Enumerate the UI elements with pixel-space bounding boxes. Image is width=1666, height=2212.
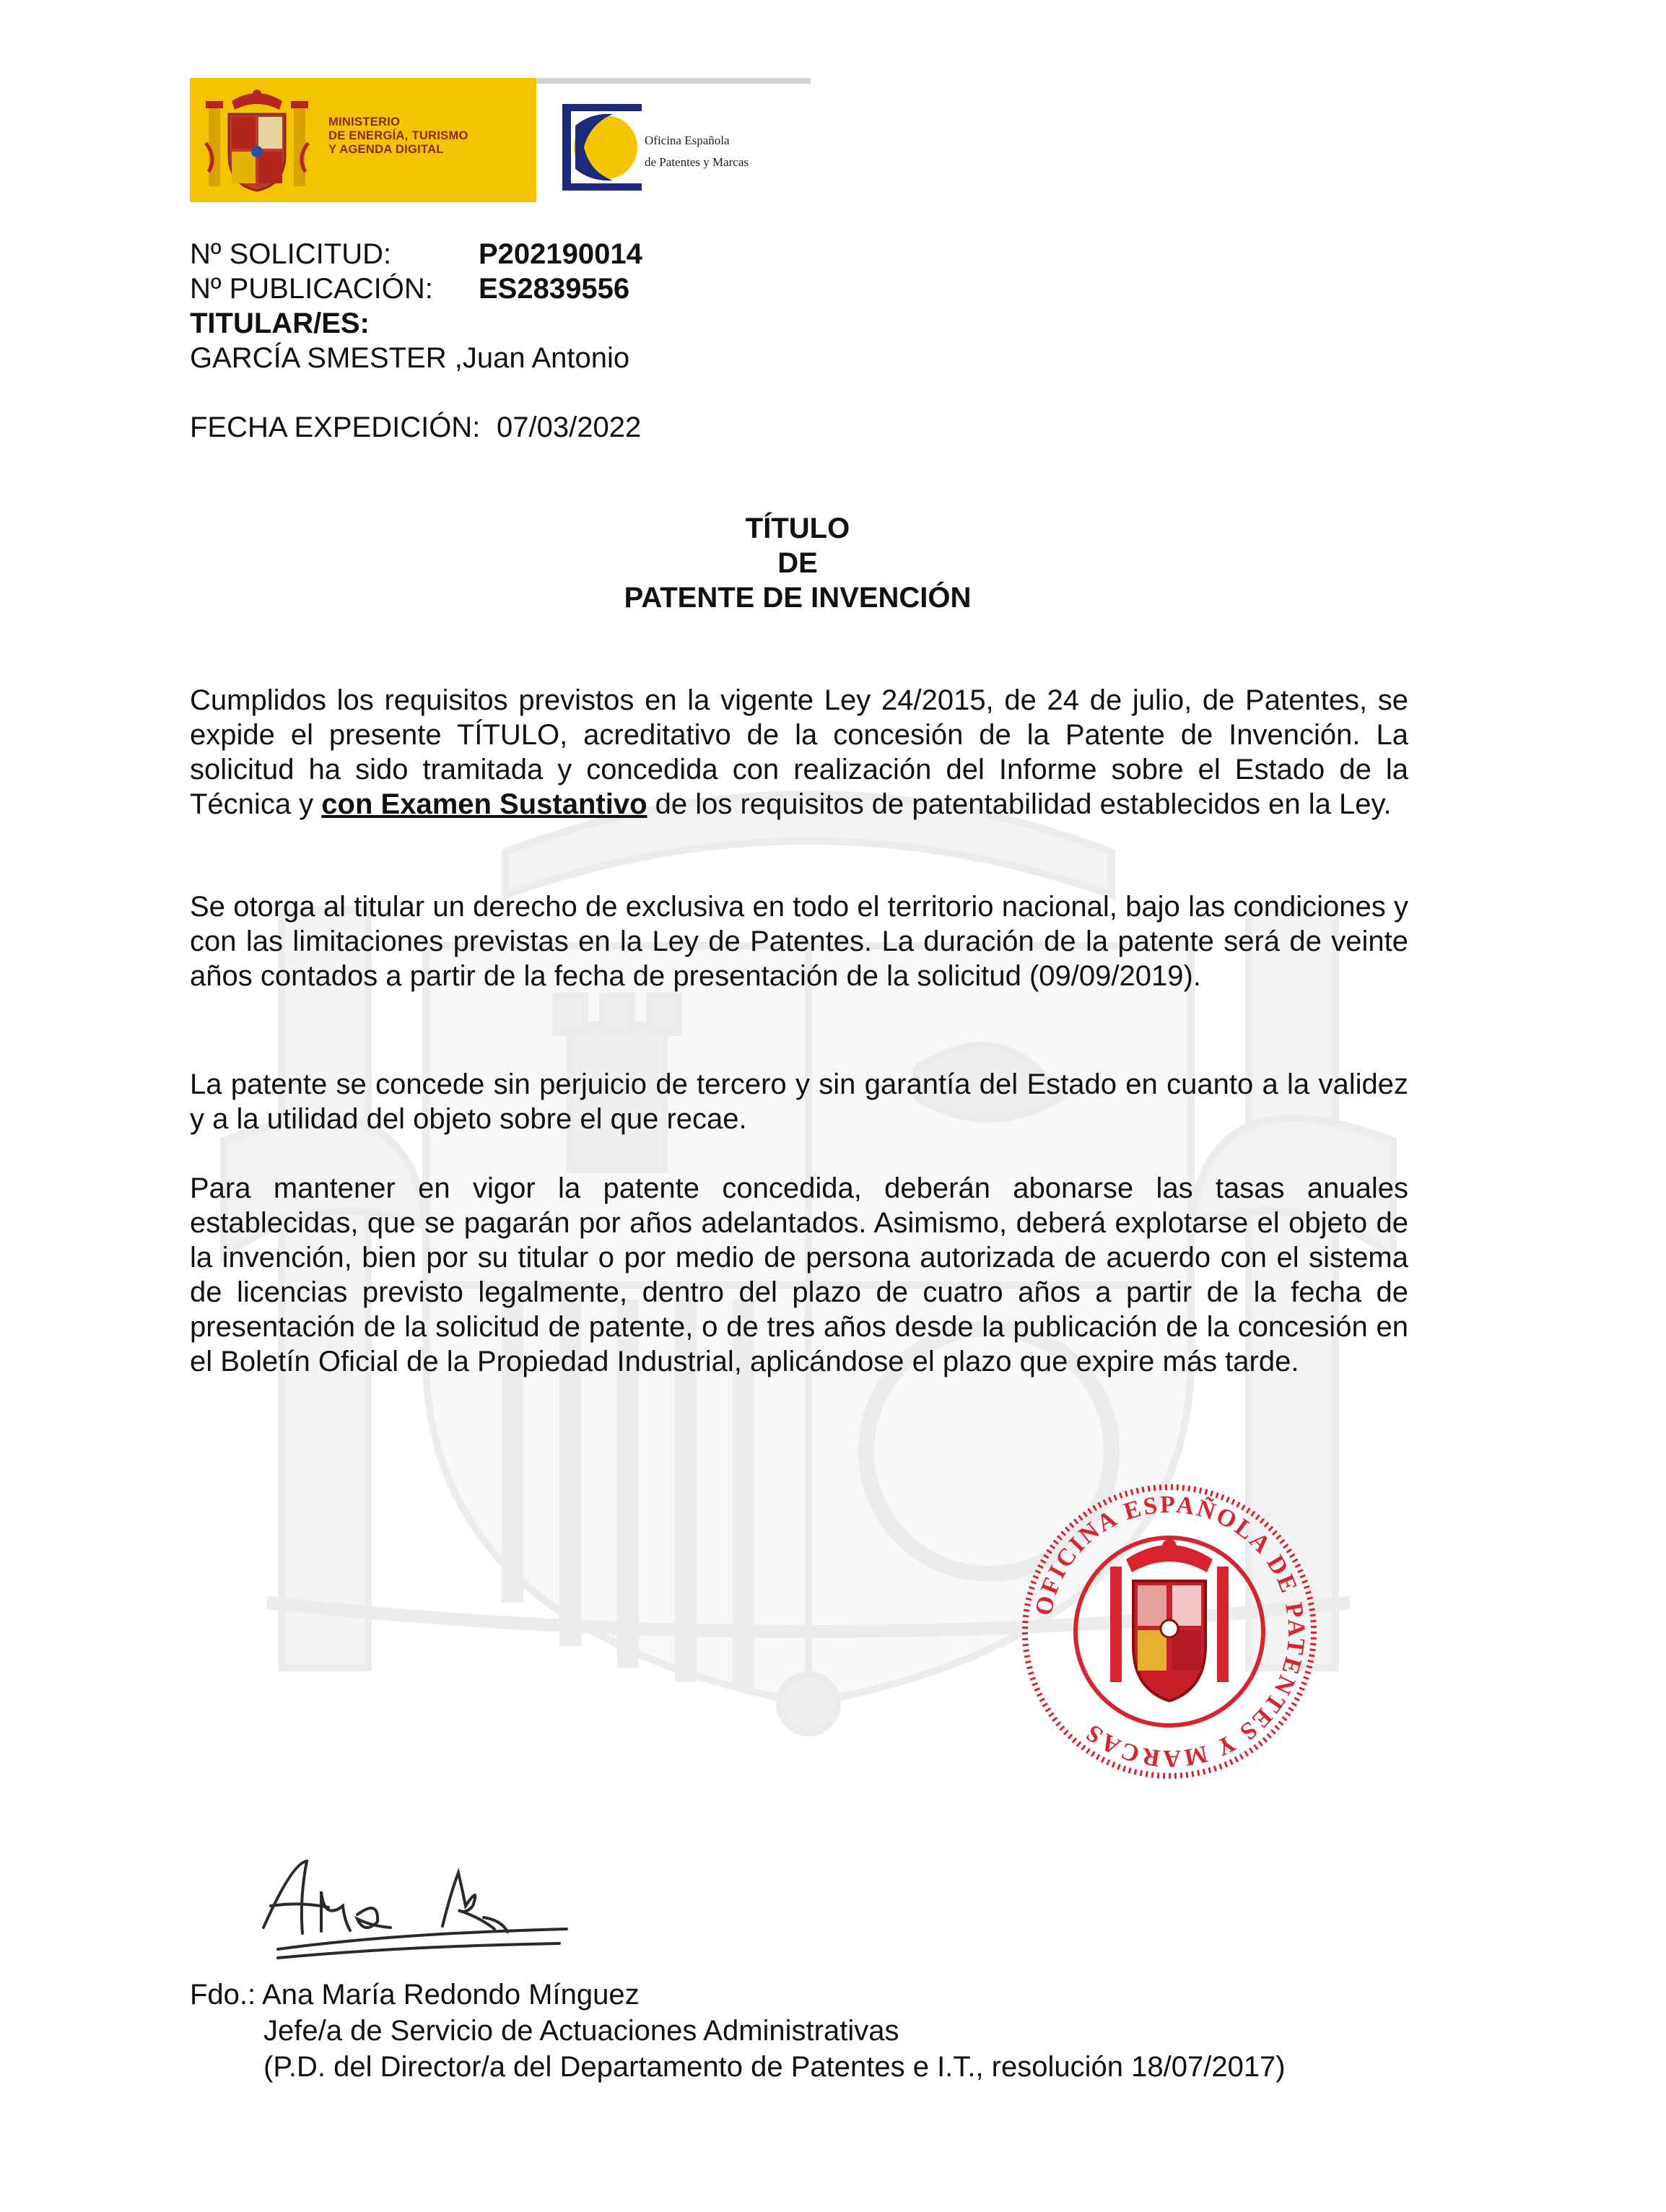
title-line-2: DE bbox=[777, 547, 818, 579]
coat-of-arms-icon bbox=[203, 85, 311, 195]
paragraph-1-text-b: de los requisitos de patentabilidad establecidos en la Ley. bbox=[647, 788, 1392, 820]
paragraph-3: La patente se concede sin perjuicio de tercero y sin garantía del Estado en cuanto a la validez y a la utilidad del objeto sobre el que recae. bbox=[190, 1068, 1408, 1135]
signed-by: Fdo.: Ana María Redondo Mínguez bbox=[190, 1979, 640, 2011]
title-line-1: TÍTULO bbox=[745, 513, 850, 544]
seal-text: OFICINA ESPAÑOLA DE PATENTES Y MARCAS bbox=[1030, 1491, 1310, 1772]
publicacion-number: ES2839556 bbox=[479, 273, 630, 305]
fecha-value: 07/03/2022 bbox=[497, 412, 642, 443]
ministry-logo bbox=[190, 78, 536, 202]
seal-crest-icon bbox=[1110, 1539, 1229, 1701]
signer-role: Jefe/a de Servicio de Actuaciones Administrativas bbox=[263, 2015, 899, 2047]
paragraph-2: Se otorga al titular un derecho de exclusiva en todo el territorio nacional, bajo las condiciones y con las limitaciones previstas en la Ley de Patentes. La duración de la patente será de veinte años contados a partir de la fecha de presentación de la solicitud (09/09/2019). bbox=[190, 891, 1408, 992]
delegation-note: (P.D. del Director/a del Departamento de Patentes e I.T., resolución 18/07/2017) bbox=[263, 2051, 1286, 2083]
oepm-logo-icon bbox=[555, 104, 642, 191]
examen-sustantivo-emphasis: con Examen Sustantivo bbox=[321, 788, 647, 820]
paragraph-4: Para mantener en vigor la patente concedida, deberán abonarse las tasas anuales establecidas, que se pagarán por años adelantados. Asimismo, deberá explotarse el objeto de la invención, bien por su titular o por medio de persona autorizada de acuerdo con el sistema de licencias previsto legalmente, dentro del plazo de cuatro años a partir de la fecha de presentación de la solicitud de patente, o de tres años desde la publicación de la concesión en el Boletín Oficial de la Propiedad Industrial, aplicándose el plazo que expire más tarde. bbox=[190, 1172, 1408, 1377]
header-divider bbox=[536, 78, 811, 84]
paragraph-1 bbox=[190, 683, 1408, 822]
office-logo bbox=[536, 78, 811, 202]
titulares-label: TITULAR/ES: bbox=[190, 308, 370, 339]
paragraph-1-text-a: Cumplidos los requisitos previstos en la vigente Ley 24/2015, de 24 de julio, de Patentes, se expide el presente TÍTULO, acreditativo de la concesión de la Patente de Invención. La solicitud ha sido tramitada y concedida con realización del Informe sobre el Estado de la Técnica y bbox=[190, 684, 1408, 820]
signature-block bbox=[190, 1977, 1417, 2085]
publicacion-label: Nº PUBLICACIÓN: bbox=[190, 273, 433, 305]
solicitud-label: Nº SOLICITUD: bbox=[190, 238, 392, 270]
page-title bbox=[0, 511, 1595, 615]
handwritten-signature bbox=[249, 1848, 588, 1971]
office-name: Oficina Española de Patentes y Marcas bbox=[645, 134, 749, 169]
solicitud-number: P202190014 bbox=[479, 238, 642, 270]
titular-name: GARCÍA SMESTER ,Juan Antonio bbox=[190, 342, 630, 374]
official-seal bbox=[1018, 1480, 1321, 1783]
title-line-3: PATENTE DE INVENCIÓN bbox=[624, 582, 972, 614]
ministry-name: MINISTERIO DE ENERGÍA, TURISMO Y AGENDA DIGITAL bbox=[328, 116, 468, 156]
fecha-label: FECHA EXPEDICIÓN: bbox=[190, 412, 481, 443]
application-metadata bbox=[190, 237, 839, 453]
